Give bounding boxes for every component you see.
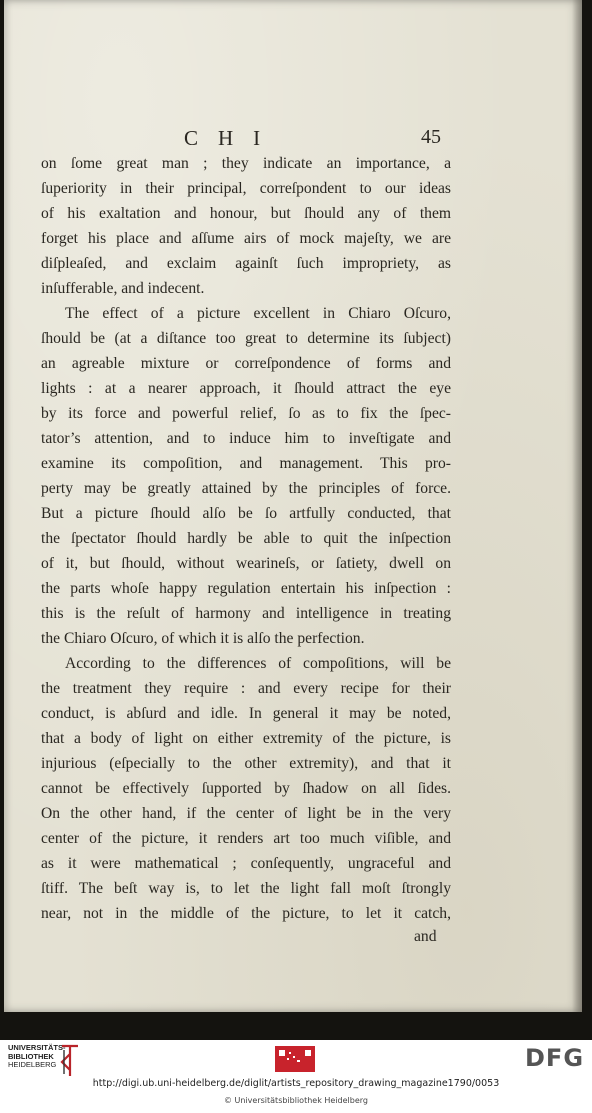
library-emblem-icon — [58, 1044, 82, 1078]
dfg-logo[interactable]: DFG — [525, 1044, 585, 1072]
text-line: the Chiaro Oſcuro, of which it is alſo the perfection. — [41, 630, 365, 647]
paragraph-start: According to the differences of compoſitions, will be — [65, 655, 451, 672]
qr-code-pattern-icon — [277, 1048, 313, 1062]
text-line: ſuperiority in their principal, correſpondent to our ideas — [41, 180, 451, 197]
text-line: perty may be greatly attained by the principles of force. — [41, 480, 451, 497]
qr-code[interactable] — [275, 1046, 315, 1072]
library-logo-line: UNIVERSITÄTS- — [8, 1043, 66, 1052]
text-line: ſhould be (at a diſtance too great to determine its ſubject) — [41, 330, 451, 347]
text-line: of it, but ſhould, without wearineſs, or ſatiety, dwell on — [41, 555, 451, 572]
book-page — [4, 0, 582, 1012]
text-line: this is the reſult of harmony and intelligence in treating — [41, 605, 451, 622]
text-line: by its force and powerful relief, ſo as to fix the ſpec- — [41, 405, 451, 422]
page-gutter-shadow — [572, 0, 582, 1012]
text-line: as it were mathematical ; conſequently, ungraceful and — [41, 855, 451, 872]
text-line: diſpleaſed, and exclaim againſt ſuch impropriety, as — [41, 255, 451, 272]
text-line: cannot be effectively ſupported by ſhadow on all ſides. — [41, 780, 451, 797]
catchword: and — [414, 928, 437, 945]
permalink-url[interactable]: http://digi.ub.uni-heidelberg.de/diglit/artists_repository_drawing_magazine1790/0053 — [92, 1078, 500, 1089]
text-line: of his exaltation and honour, but ſhould any of them — [41, 205, 451, 222]
paragraph-start: The effect of a picture excellent in Chiaro Oſcuro, — [65, 305, 451, 322]
text-line: near, not in the middle of the picture, to let it catch, — [41, 905, 451, 922]
text-line: an agreable mixture or correſpondence of forms and — [41, 355, 451, 372]
page-number: 45 — [421, 126, 441, 148]
text-line: On the other hand, if the center of light be in the very — [41, 805, 451, 822]
copyright-notice: © Universitätsbibliothek Heidelberg — [223, 1096, 368, 1105]
text-line: inſufferable, and indecent. — [41, 280, 205, 297]
library-logo-line: HEIDELBERG — [8, 1060, 57, 1070]
text-line: forget his place and aſſume airs of mock majeſty, we are — [41, 230, 451, 247]
text-line: conduct, is abſurd and idle. In general it may be noted, — [41, 705, 451, 722]
text-line: the parts whoſe happy regulation entertain his inſpection : — [41, 580, 451, 597]
text-line: on ſome great man ; they indicate an importance, a — [41, 155, 451, 172]
library-logo-line: BIBLIOTHEK — [8, 1051, 54, 1061]
running-head — [4, 126, 582, 150]
text-line: the treatment they require : and every recipe for their — [41, 680, 451, 697]
text-line: ſtiff. The beſt way is, to let the light fall moſt ſtrongly — [41, 880, 451, 897]
text-line: center of the picture, it renders art too much viſible, and — [41, 830, 451, 847]
text-line: the ſpectator ſhould hardly be able to quit the inſpection — [41, 530, 451, 547]
text-line: examine its compoſition, and management. This pro- — [41, 455, 451, 472]
text-line: lights : at a nearer approach, it ſhould attract the eye — [41, 380, 451, 397]
text-line: But a picture ſhould alſo be ſo artfully conducted, that — [41, 505, 451, 522]
text-line: that a body of light on either extremity of the picture, is — [41, 730, 451, 747]
text-line: injurious (eſpecially to the other extremity), and that it — [41, 755, 451, 772]
running-head-title: CHI — [184, 126, 281, 150]
text-line: tator’s attention, and to induce him to inveſtigate and — [41, 430, 451, 447]
